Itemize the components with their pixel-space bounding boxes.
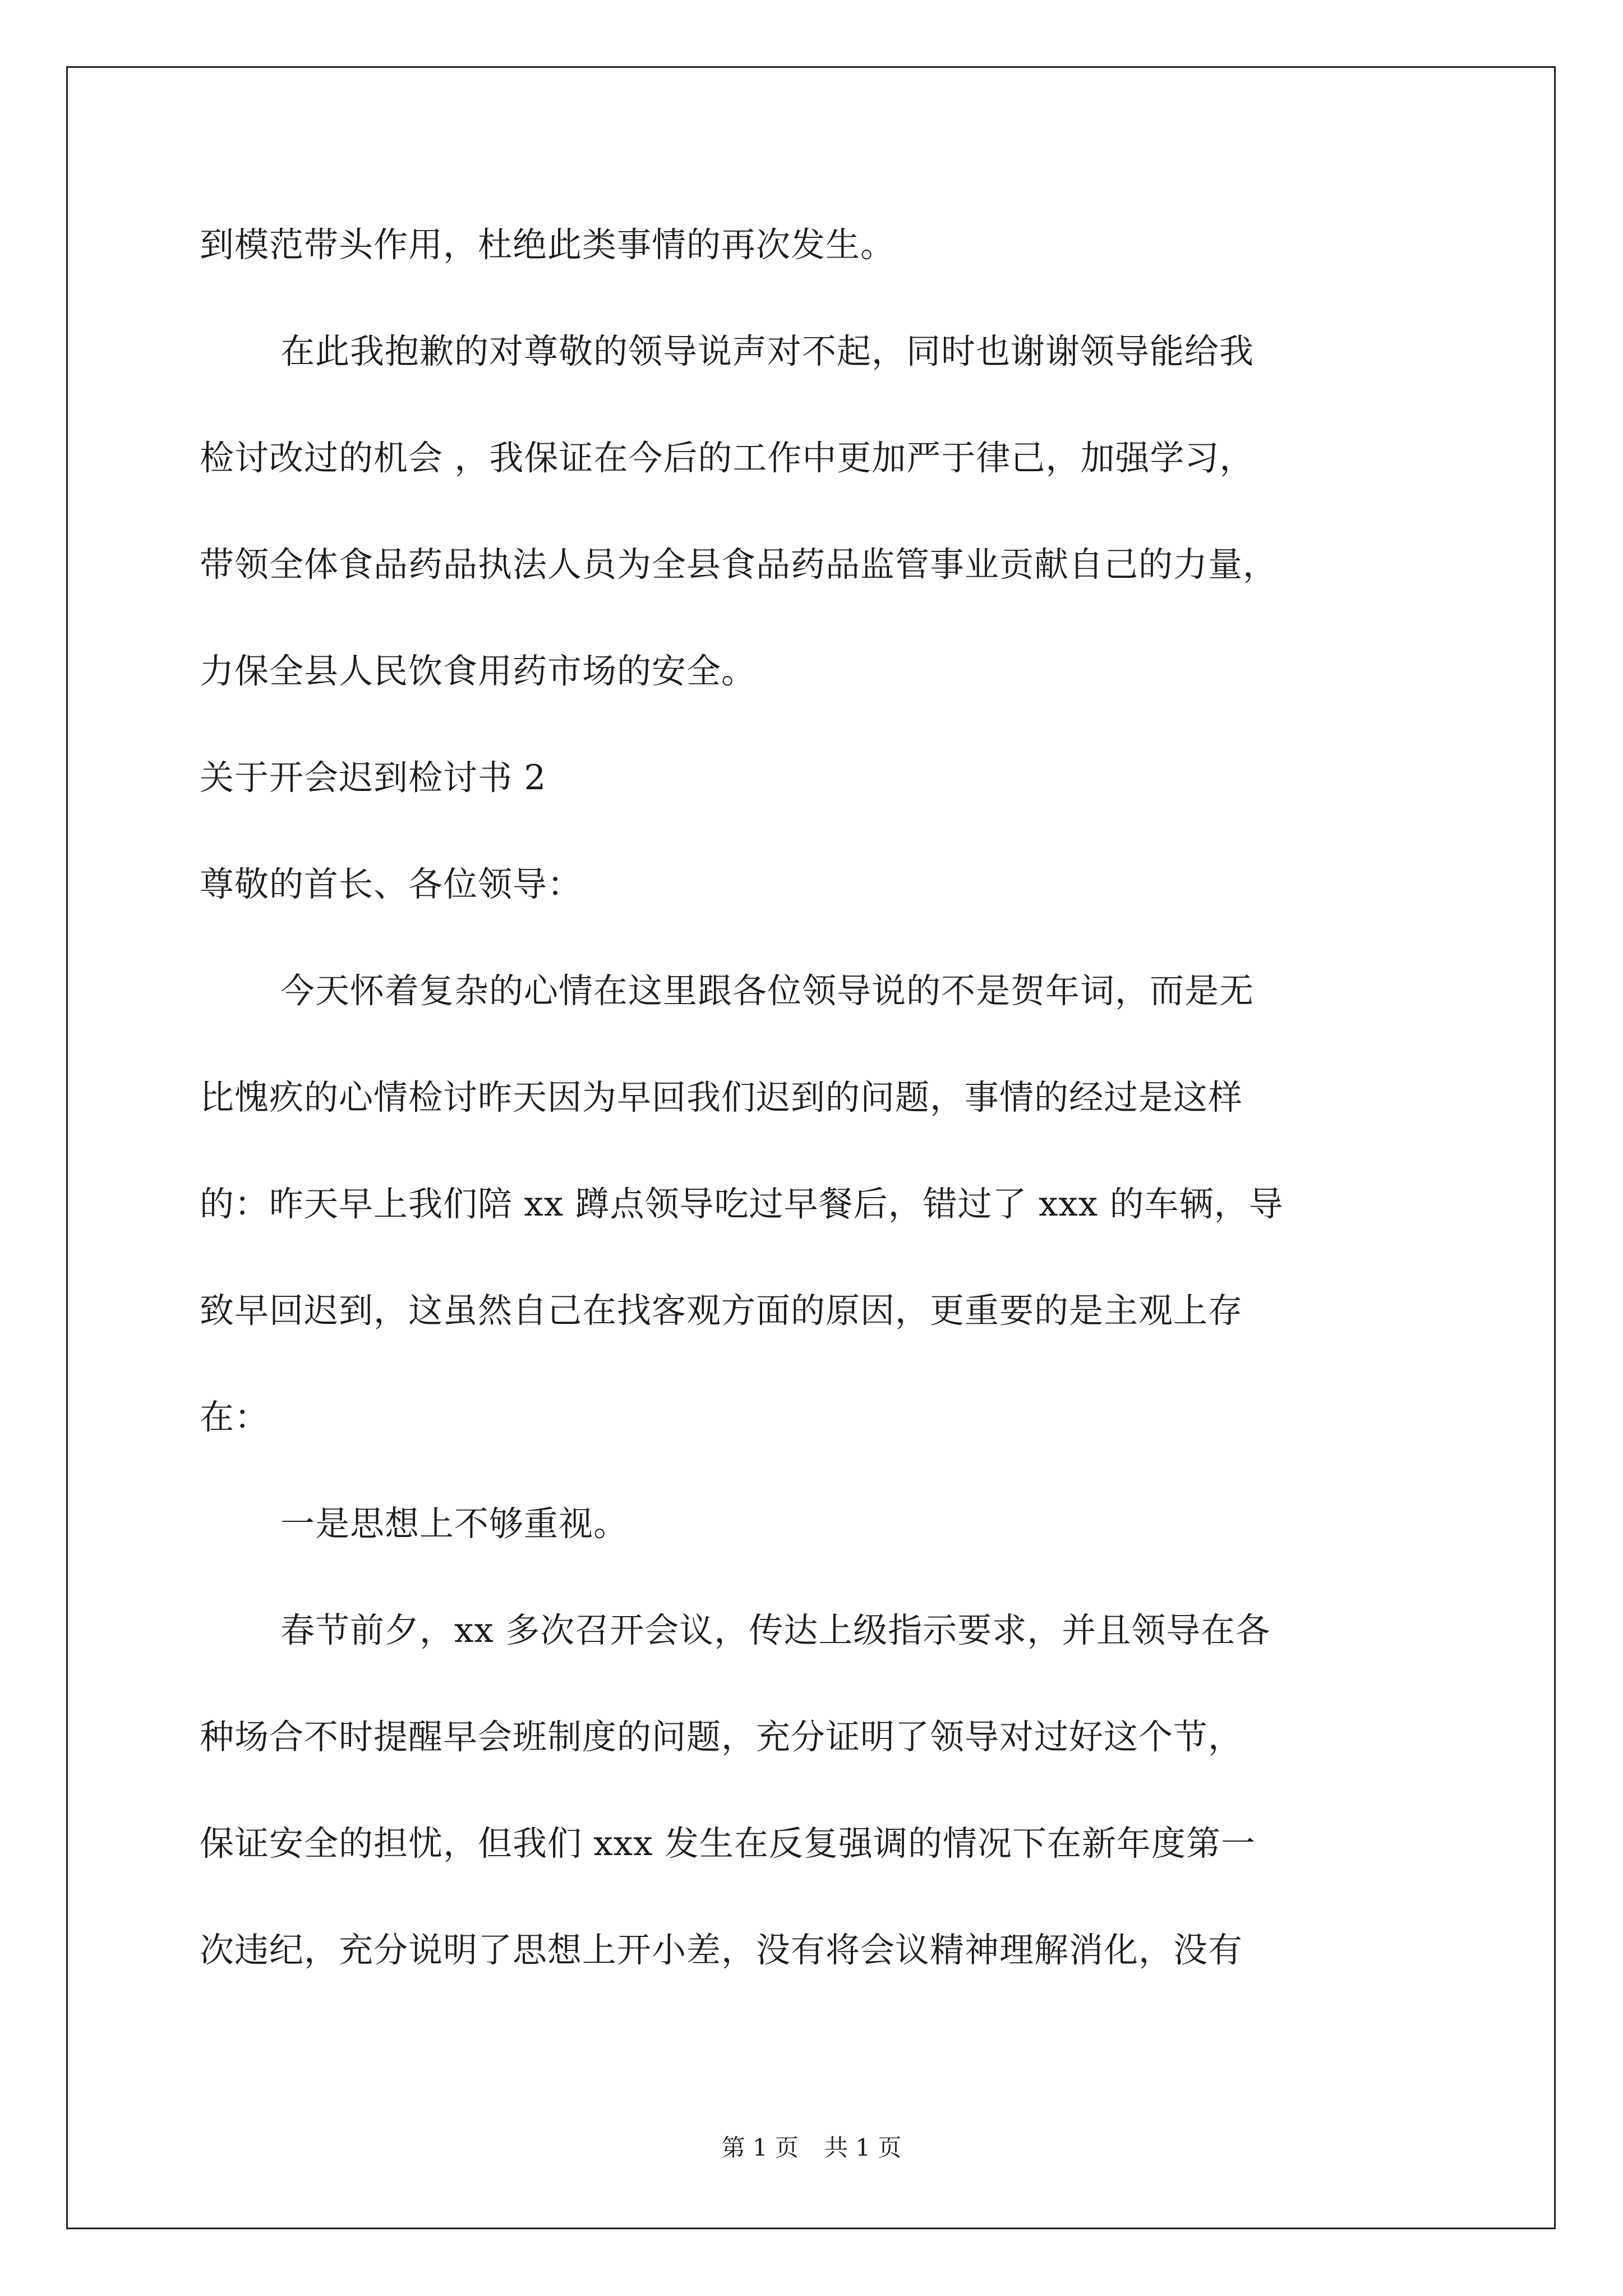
paragraph-line: 到模范带头作用，杜绝此类事情的再次发生。	[200, 225, 896, 265]
paragraph-line: 在此我抱歉的对尊敬的领导说声对不起，同时也谢谢领导能给我	[280, 332, 1255, 371]
paragraph-line: 种场合不时提醒早会班制度的问题，充分证明了领导对过好这个节，	[200, 1717, 1243, 1757]
page-number: 第 1 页	[721, 2134, 799, 2161]
paragraph-line: 力保全县人民饮食用药市场的安全。	[200, 651, 757, 691]
page-total: 共 1 页	[824, 2134, 902, 2161]
paragraph-line: 检讨改过的机会 ，我保证在今后的工作中更加严于律己，加强学习，	[200, 438, 1255, 478]
paragraph-line: 带领全体食品药品执法人员为全县食品药品监管事业贡献自己的力量，	[200, 545, 1278, 585]
paragraph-line: 今天怀着复杂的心情在这里跟各位领导说的不是贺年词，而是无	[280, 971, 1255, 1011]
page-border	[66, 66, 1556, 2229]
paragraph-line: 保证安全的担忧，但我们 xxx 发生在反复强调的情况下在新年度第一	[200, 1824, 1256, 1864]
page-footer	[0, 2136, 1623, 2160]
paragraph-line: 的：昨天早上我们陪 xx 蹲点领导吃过早餐后，错过了 xxx 的车辆，导	[200, 1184, 1284, 1224]
salutation: 尊敬的首长、各位领导：	[200, 864, 583, 904]
paragraph-line: 春节前夕，xx 多次召开会议，传达上级指示要求，并且领导在各	[280, 1611, 1271, 1650]
paragraph-line: 次违纪，充分说明了思想上开小差，没有将会议精神理解消化，没有	[200, 1930, 1243, 1970]
section-heading: 关于开会迟到检讨书 2	[200, 758, 547, 798]
paragraph-line: 致早回迟到，这虽然自己在找客观方面的原因，更重要的是主观上存	[200, 1291, 1243, 1331]
paragraph-line: 在：	[200, 1397, 270, 1437]
paragraph-line: 比愧疚的心情检讨昨天因为早回我们迟到的问题，事情的经过是这样	[200, 1078, 1243, 1117]
paragraph-line: 一是思想上不够重视。	[280, 1504, 629, 1544]
